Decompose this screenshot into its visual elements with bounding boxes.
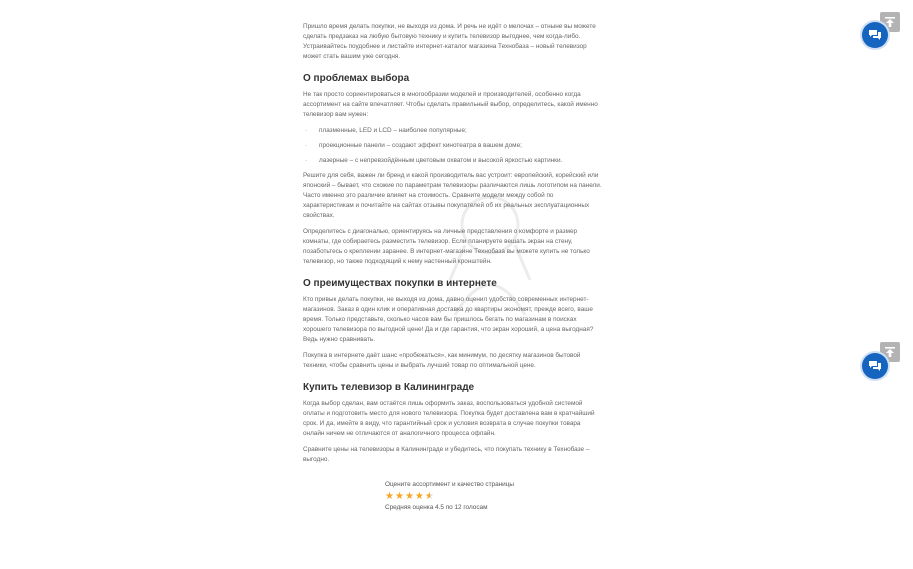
- section2-paragraph-2: Покупка в интернете даёт шанс «пробежаться», как минимум, по десятку магазинов бытовой техники, чтобы сравнить цены и выбрать лучший товар по оптимальной цене.: [303, 352, 581, 369]
- section-heading-advantages: О преимуществах покупки в интернете: [303, 278, 497, 289]
- tv-types-list: [303, 126, 603, 166]
- section1-paragraph-1: Не так просто сориентироваться в многообразии моделей и производителей, особенно когда ассортимент на сайте впечатляет. Чтобы сделать правильный выбор, определитесь, какой именно телевизор вам нужен:: [303, 91, 598, 118]
- star-icon[interactable]: ★: [394, 490, 404, 502]
- section3-paragraph-2: Сравните цены на телевизоры в Калининграде и убедитесь, что покупать технику в Технобазе – выгодно.: [303, 446, 590, 463]
- seo-article: [303, 22, 603, 471]
- star-icon[interactable]: ★: [414, 490, 424, 502]
- section-heading-buy: Купить телевизор в Калининграде: [303, 382, 475, 393]
- star-icon[interactable]: ★: [404, 490, 414, 502]
- list-item: · лазерные – с непревзойдённым цветовым охватом и высокой яркостью картинки.: [303, 156, 603, 166]
- section1-paragraph-2: Решите для себя, важен ли бренд и какой производитель вас устроит: европейский, корейский или японский – бывает, что схожие по параметрам телевизоры различаются лишь логотипом на панели. Часто именно это различие влияет на стоимость. Сравните модели между собой по характеристикам и почитайте на сайтах отзывы покупателей об их реальных эксплуатационных свойствах.: [303, 172, 602, 219]
- arrow-up-to-line-icon: [884, 16, 896, 28]
- section3-paragraph-1: Когда выбор сделан, вам остаётся лишь оформить заказ, воспользоваться удобной системой оплаты и подготовить место для нового телевизора. Покупка будет доставлена вам в кратчайший срок. И да, имейте в виду, что гарантийный срок и условия возврата в случае покупки товара онлайн ничем не отличаются от аналогичного процесса офлайн.: [303, 400, 595, 437]
- page-rating-widget: [385, 480, 514, 513]
- star-icon[interactable]: ★: [385, 490, 394, 502]
- intro-paragraph: Пришло время делать покупки, не выходя из дома. И речь не идёт о мелочах – отныне вы можете сделать предзаказ на любую бытовую технику и купить телевизор выгоднее, чем когда-либо. Устраивайтесь поудобнее и листайте интернет-каталог магазина Технобаза – новый телевизор может стать вашим уже сегодня.: [303, 23, 596, 60]
- rating-prompt: Оцените ассортимент и качество страницы: [385, 481, 514, 488]
- chat-button[interactable]: [862, 22, 888, 48]
- list-item: · проекционные панели – создают эффект кинотеатра в вашем доме;: [303, 141, 603, 151]
- section2-paragraph-1: Кто привык делать покупки, не выходя из дома, давно оценил удобство современных интернет-магазинов. Заказ в один клик и оперативная доставка до квартиры экономят, прежде всего, ваше время. Только представьте, сколько часов вам бы пришлось бегать по магазинам в поисках хорошего телевизора по выгодной цене! Да и где гарантия, что экран хороший, а цена выгодная? Ведь нужно сравнивать.: [303, 296, 594, 343]
- arrow-up-to-line-icon: [884, 346, 896, 358]
- chat-bubbles-icon: [868, 359, 882, 373]
- list-item: · плазменные, LED и LCD – наиболее популярные;: [303, 126, 603, 136]
- chat-bubbles-icon: [868, 28, 882, 42]
- section-heading-choice: О проблемах выбора: [303, 73, 410, 84]
- section1-paragraph-3: Определитесь с диагональю, ориентируясь на личные представления о комфорте и размер комнаты, где собираетесь разместить телевизор. Если планируете вешать экран на стену, позаботьтесь о креплении заранее. В интернет-магазине Технобаза вы можете купить не только телевизор, но также подходящий к нему настенный кронштейн.: [303, 228, 590, 265]
- star-half-icon[interactable]: ★: [424, 490, 434, 502]
- rating-average: Средняя оценка 4.5 по 12 голосам: [385, 504, 488, 511]
- rating-stars[interactable]: [385, 491, 514, 502]
- chat-button[interactable]: [862, 353, 888, 379]
